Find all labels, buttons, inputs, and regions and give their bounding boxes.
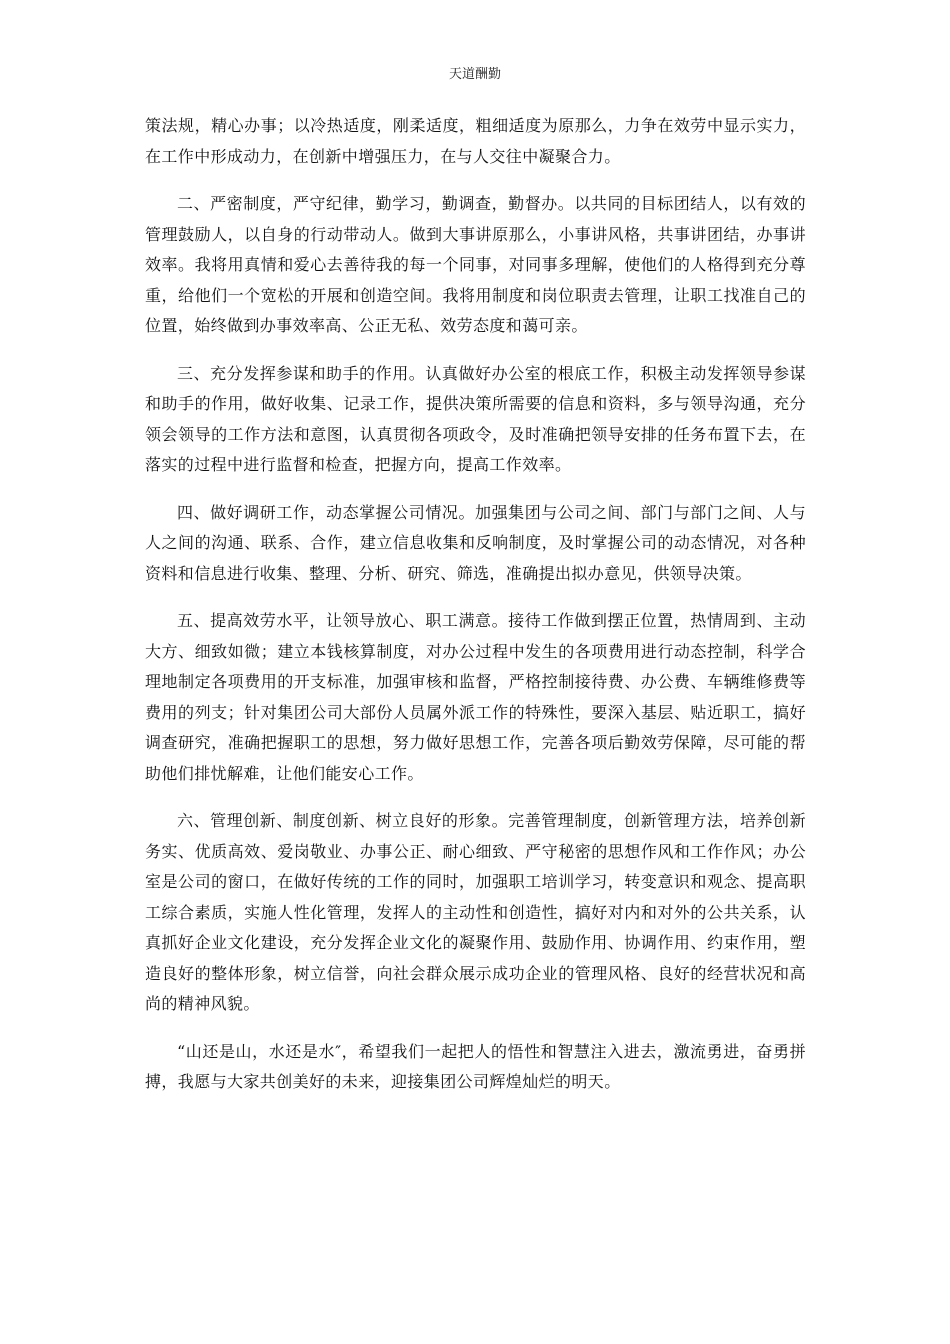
document-body <box>145 111 806 1115</box>
paragraph-item-2: 二、严密制度，严守纪律，勤学习，勤调查，勤督办。以共同的目标团结人，以有效的管理鼓励人，以自身的行动带动人。做到大事讲原那么，小事讲风格，共事讲团结，办事讲效率。我将用真情和爱心去善待我的每一个同事，对同事多理解，使他们的人格得到充分尊重，给他们一个宽松的开展和创造空间。我将用制度和岗位职责去管理，让职工找准自己的位置，始终做到办事效率高、公正无私、效劳态度和蔼可亲。 <box>145 194 806 335</box>
paragraph-item-6: 六、管理创新、制度创新、树立良好的形象。完善管理制度，创新管理方法，培养创新务实、优质高效、爱岗敬业、办事公正、耐心细致、严守秘密的思想作风和工作作风；办公室是公司的窗口，在做好传统的工作的同时，加强职工培训学习，转变意识和观念、提高职工综合素质，实施人性化管理，发挥人的主动性和创造性，搞好对内和对外的公共关系，认真抓好企业文化建设，充分发挥企业文化的凝聚作用、鼓励作用、协调作用、约束作用，塑造良好的整体形象，树立信誉，向社会群众展示成功企业的管理风格、良好的经营状况和高尚的精神风貌。 <box>145 811 806 1013</box>
closing-paragraph: “山还是山，水还是水″，希望我们一起把人的悟性和智慧注入进去，激流勇进，奋勇拼搏，我愿与大家共创美好的未来，迎接集团公司辉煌灿烂的明天。 <box>145 1041 806 1091</box>
paragraph-continued: 策法规，精心办事；以冷热适度，刚柔适度，粗细适度为原那么，力争在效劳中显示实力，在工作中形成动力，在创新中增强压力，在与人交往中凝聚合力。 <box>145 116 806 166</box>
paragraph-item-5: 五、提高效劳水平，让领导放心、职工满意。接待工作做到摆正位置，热情周到、主动大方、细致如微；建立本钱核算制度，对办公过程中发生的各项费用进行动态控制，科学合理地制定各项费用的开支标准，加强审核和监督，严格控制接待费、办公费、车辆维修费等费用的列支；针对集团公司大部份人员属外派工作的特殊性，要深入基层、贴近职工，搞好调查研究，准确把握职工的思想，努力做好思想工作，完善各项后勤效劳保障，尽可能的帮助他们排忧解难，让他们能安心工作。 <box>145 611 806 783</box>
paragraph-item-3: 三、充分发挥参谋和助手的作用。认真做好办公室的根底工作，积极主动发挥领导参谋和助手的作用，做好收集、记录工作，提供决策所需要的信息和资料，多与领导沟通，充分领会领导的工作方法和意图，认真贯彻各项政令，及时准确把领导安排的任务布置下去，在落实的过程中进行监督和检查，把握方向，提高工作效率。 <box>145 363 806 474</box>
paragraph-item-4: 四、做好调研工作，动态掌握公司情况。加强集团与公司之间、部门与部门之间、人与人之间的沟通、联系、合作，建立信息收集和反响制度，及时掌握公司的动态情况，对各种资料和信息进行收集、整理、分析、研究、筛选，准确提出拟办意见，供领导决策。 <box>145 502 806 583</box>
page-header: 天道酬勤 <box>448 67 501 82</box>
